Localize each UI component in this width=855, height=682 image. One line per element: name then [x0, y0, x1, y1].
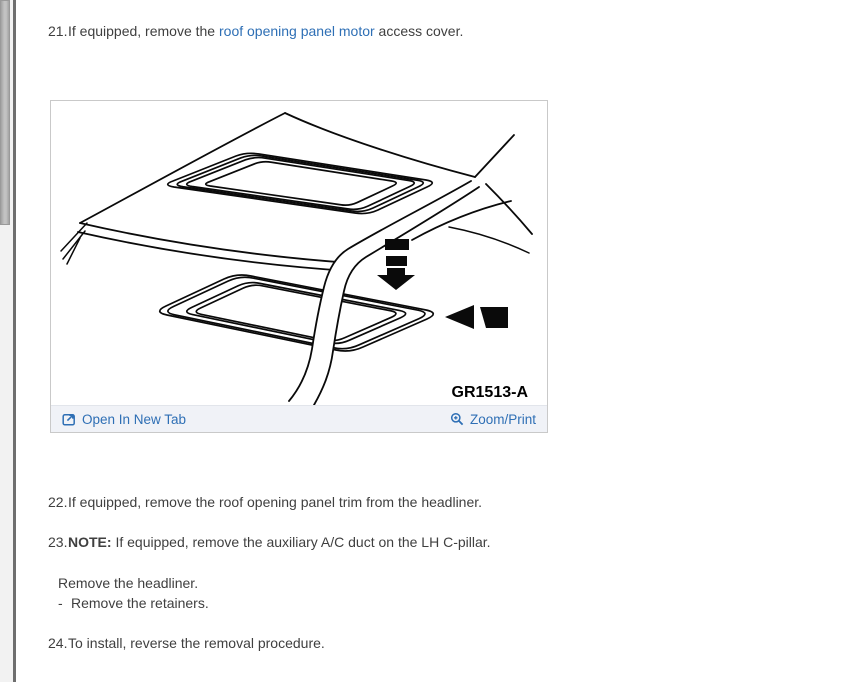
- step-22: [48, 494, 482, 511]
- sub-step-remove-headliner: [58, 575, 198, 592]
- zoom-print-label: Zoom/Print: [469, 411, 536, 427]
- step-text: To install, reverse the removal procedure.: [68, 635, 325, 651]
- open-in-new-tab-icon: [62, 412, 76, 426]
- sub-step-text: Remove the retainers.: [71, 595, 209, 611]
- step-number: 22.: [48, 494, 68, 510]
- open-in-new-tab-link[interactable]: [62, 412, 186, 427]
- step-21: [48, 23, 463, 40]
- content-frame-border: [13, 0, 16, 682]
- figure-image: [51, 101, 547, 405]
- figure-part-number: GR1513-A: [451, 384, 528, 401]
- step-number: 21.: [48, 23, 68, 39]
- step-24: [48, 635, 325, 652]
- roof-opening-panel-motor-link[interactable]: roof opening panel motor: [219, 23, 375, 39]
- roof-panel-line-drawing: [51, 101, 547, 405]
- figure-roof-opening-panel: [50, 100, 548, 433]
- dash-bullet: -: [58, 595, 63, 611]
- vertical-scrollbar-track[interactable]: [0, 0, 13, 682]
- figure-toolbar: [51, 405, 547, 432]
- sunroof-opening: [168, 153, 433, 213]
- magnifier-plus-icon: [450, 412, 464, 426]
- left-arrow: [445, 305, 508, 329]
- vertical-scrollbar-thumb[interactable]: [0, 0, 10, 225]
- c-pillar: [289, 181, 479, 405]
- step-number: 24.: [48, 635, 68, 651]
- step-text: If equipped, remove the roof opening panel motor access cover.: [68, 23, 464, 39]
- step-text: NOTE: If equipped, remove the auxiliary A/C duct on the LH C-pillar.: [68, 534, 491, 550]
- step-text: If equipped, remove the roof opening panel trim from the headliner.: [68, 494, 483, 510]
- zoom-print-link[interactable]: [450, 412, 536, 427]
- sub-step-remove-retainers: [58, 595, 209, 612]
- open-in-new-tab-label: Open In New Tab: [82, 411, 187, 427]
- step-number: 23.: [48, 534, 68, 550]
- note-label: NOTE:: [68, 534, 112, 550]
- sub-step-text: Remove the headliner.: [58, 575, 199, 591]
- step-23: [48, 534, 491, 551]
